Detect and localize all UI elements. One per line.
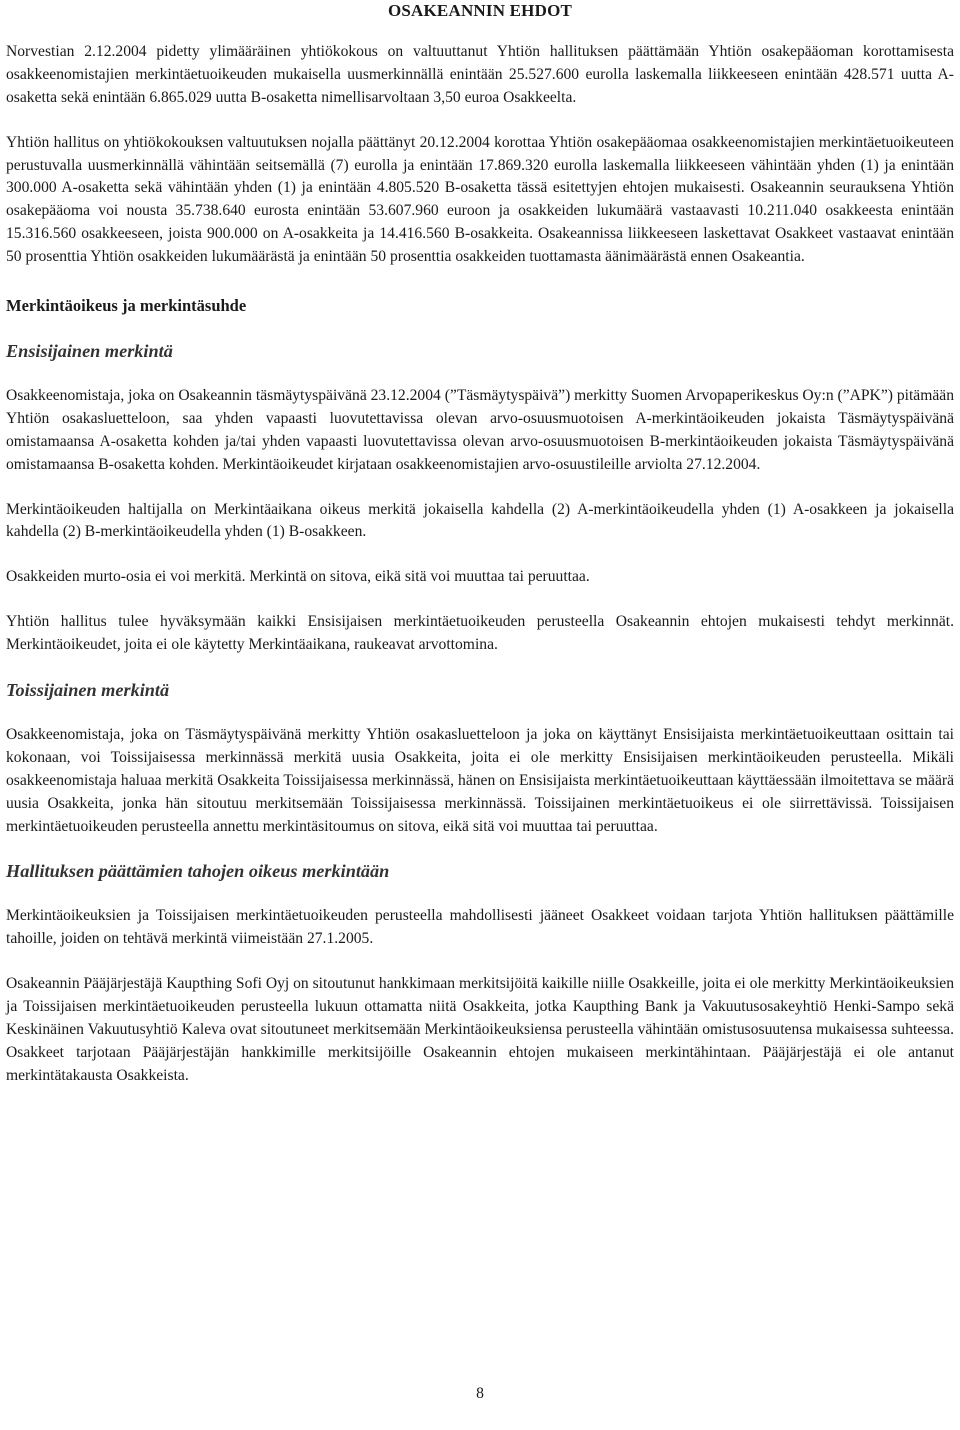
board-subheading: Hallituksen päättämien tahojen oikeus merkintään (6, 861, 390, 882)
intro-paragraph-1: Norvestian 2.12.2004 pidetty ylimääräinen yhtiökokous on valtuuttanut Yhtiön hallituksen päättämään Yhtiön osakepääoman korottamisesta osakkeenomistajien merkintäetuoikeuden mukaisella uusmerkinnällä enintään 25.527.600 eurolla laskemalla liikkeeseen enintään 428.571 uutta A-osaketta sekä enintään 6.865.029 uutta B-osaketta nimellisarvoltaan 3,50 euroa Osakkeelta. (6, 42, 954, 106)
primary-paragraph-4: Yhtiön hallitus tulee hyväksymään kaikki Ensisijaisen merkintäetuoikeuden perusteella Osakeannin ehtojen mukaisesti tehdyt merkinnät. Merkintäoikeudet, joita ei ole käytetty Merkintäaikana, raukeavat arvottomina. (6, 613, 954, 654)
board-paragraph-1: Merkintäoikeuksien ja Toissijaisen merkintäetuoikeuden perusteella mahdollisesti jääneet Osakkeet voidaan tarjota Yhtiön hallituksen päättämille tahoille, joiden on tehtävä merkintä viimeistään 27.1.2005. (6, 907, 954, 948)
intro-paragraph-2: Yhtiön hallitus on yhtiökokouksen valtuutuksen nojalla päättänyt 20.12.2004 korottaa Yhtiön osakepääomaa osakkeenomistajien merkintäetuoikeuteen perustuvalla uusmerkinnällä vähintään seitsemällä (7) eurolla ja enintään 17.869.320 eurolla laskemalla liikkeeseen vähintään yhden (1) ja enintään 300.000 A-osaketta sekä vähintään yhden (1) ja enintään 4.805.520 B-osaketta tässä esitettyjen ehtojen mukaisesti. Osakeannin seurauksena Yhtiön osakepääoma voi nousta 35.738.640 eurosta enintään 53.607.960 euroon ja osakkeiden lukumäärä vastaavasti 10.211.040 osakkeesta enintään 15.316.560 osakkeeseen, joista 900.000 on A-osakkeita ja 14.416.560 B-osakkeita. Osakeannissa liikkeeseen laskettavat Osakkeet vastaavat enintään 50 prosenttia Yhtiön osakkeiden lukumäärästä ja enintään 50 prosenttia osakkeiden tuottamasta äänimäärästä ennen Osakeantia. (6, 133, 954, 266)
page-number: 8 (476, 1385, 484, 1402)
primary-paragraph-1: Osakkeenomistaja, joka on Osakeannin täsmäytyspäivänä 23.12.2004 (”Täsmäytyspäivä”) merkitty Suomen Arvopaperikeskus Oy:n (”APK”) pitämään Yhtiön osakasluetteloon, saa yhden vapaasti luovutettavissa olevan arvo-osuusmuotoisen A-merkintäoikeuden jokaista Täsmäytyspäivänä omistamaansa A-osaketta kohden ja/tai yhden vapaasti luovutettavissa olevan arvo-osuusmuotoisen B-merkintäoikeuden jokaista Täsmäytyspäivänä omistamaansa B-osaketta kohden. Merkintäoikeudet kirjataan osakkeenomistajien arvo-osuustileille arviolta 27.12.2004. (6, 386, 954, 473)
primary-paragraph-2: Merkintäoikeuden haltijalla on Merkintäaikana oikeus merkitä jokaisella kahdella (2) A-merkintäoikeudella yhden (1) A-osakkeen ja jokaisella kahdella (2) B-merkintäoikeudella yhden (1) B-osakkeen. (6, 500, 954, 541)
primary-subheading: Ensisijainen merkintä (6, 340, 173, 361)
document-title: OSAKEANNIN EHDOT (387, 1, 573, 20)
primary-paragraph-3: Osakkeiden murto-osia ei voi merkitä. Merkintä on sitova, eikä sitä voi muuttaa tai peruuttaa. (6, 568, 590, 586)
secondary-paragraph-1: Osakkeenomistaja, joka on Täsmäytyspäivänä merkitty Yhtiön osakasluetteloon ja joka on käyttänyt Ensisijaista merkintäetuoikeuttaan osittain tai kokonaan, voi Toissijaisessa merkinnässä merkitä uusia Osakkeita, joita ei ole merkitty Ensisijaisen merkintäoikeuden perusteella. Mikäli osakkeenomistaja haluaa merkitä Osakkeita Toissijaisessa merkinnässä, hänen on Ensisijaista merkintäetuoikeuttaan käyttäessään ilmoitettava se määrä uusia Osakkeita, jonka hän sitoutuu merkitsemään Toissijaisessa merkinnässä. Toissijainen merkintäetuoikeus ei ole siirrettävissä. Toissijaisen merkintäetuoikeuden perusteella annettu merkintäsitoumus on sitova, eikä sitä voi muuttaa tai peruuttaa. (6, 725, 954, 835)
section-heading: Merkintäoikeus ja merkintäsuhde (6, 296, 247, 316)
board-paragraph-2: Osakeannin Pääjärjestäjä Kaupthing Sofi Oyj on sitoutunut hankkimaan merkitsijöitä kaikille niille Osakkeille, joita ei ole merkitty Merkintäoikeuksien ja Toissijaisen merkintäetuoikeuden perusteella lukuun ottamatta niitä Osakkeita, jotka Kaupthing Bank ja Vakuutusosakeyhtiö Henki-Sampo sekä Keskinäinen Vakuutusyhtiö Kaleva ovat sitoutuneet merkitsemään Merkintäoikeuksiensa perusteella vähintään omistusosuutensa mukaisessa suhteessa. Osakkeet tarjotaan Pääjärjestäjän hankkimille merkitsijöille Osakeannin ehtojen mukaiseen merkintähintaan. Pääjärjestäjä ei ole antanut merkintätakausta Osakkeista. (6, 975, 954, 1084)
secondary-subheading: Toissijainen merkintä (6, 680, 170, 701)
document-page (6, 0, 954, 1088)
